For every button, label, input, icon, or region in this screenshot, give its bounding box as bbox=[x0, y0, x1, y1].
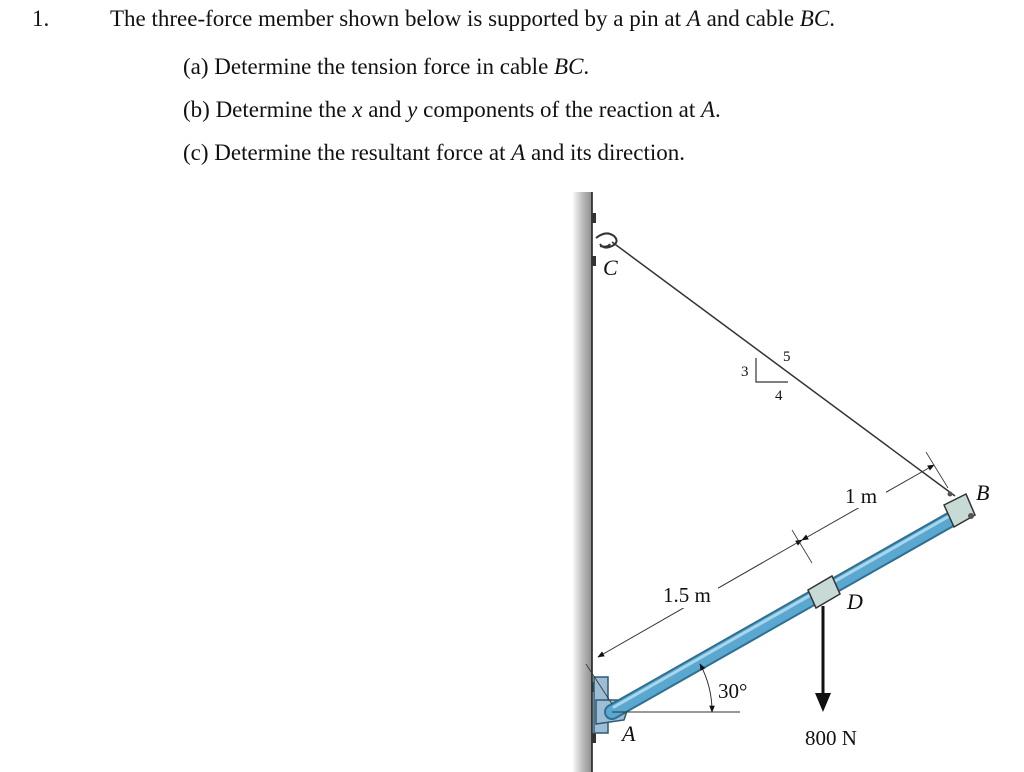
cable-bc bbox=[612, 242, 955, 496]
point-label-c: C bbox=[603, 255, 618, 280]
question-number: 1. bbox=[32, 6, 50, 31]
member-ab bbox=[612, 510, 962, 712]
point-label-d: D bbox=[847, 589, 863, 614]
point-label-b: B bbox=[976, 480, 990, 505]
slope-rise-label: 3 bbox=[741, 364, 749, 380]
wall bbox=[572, 192, 592, 772]
problem-statement: The three-force member shown below is supported by a pin at A and cable BC. bbox=[110, 6, 835, 31]
load-label: 800 N bbox=[805, 726, 857, 750]
load-arrowhead bbox=[815, 693, 831, 712]
slope-hyp-label: 5 bbox=[783, 349, 791, 365]
part-a: (a) Determine the tension force in cable BC. bbox=[183, 54, 590, 79]
part-b: (b) Determine the x and y components of the reaction at A. bbox=[183, 97, 721, 122]
part-c: (c) Determine the resultant force at A and its direction. bbox=[183, 140, 685, 165]
point-label-a: A bbox=[622, 721, 636, 746]
dimension-db-label: 1 m bbox=[845, 484, 878, 508]
slope-run-label: 4 bbox=[775, 388, 783, 404]
angle-label: 30° bbox=[718, 679, 748, 703]
dimension-ad-label: 1.5 m bbox=[663, 583, 711, 607]
cable-anchor-c bbox=[596, 233, 617, 247]
